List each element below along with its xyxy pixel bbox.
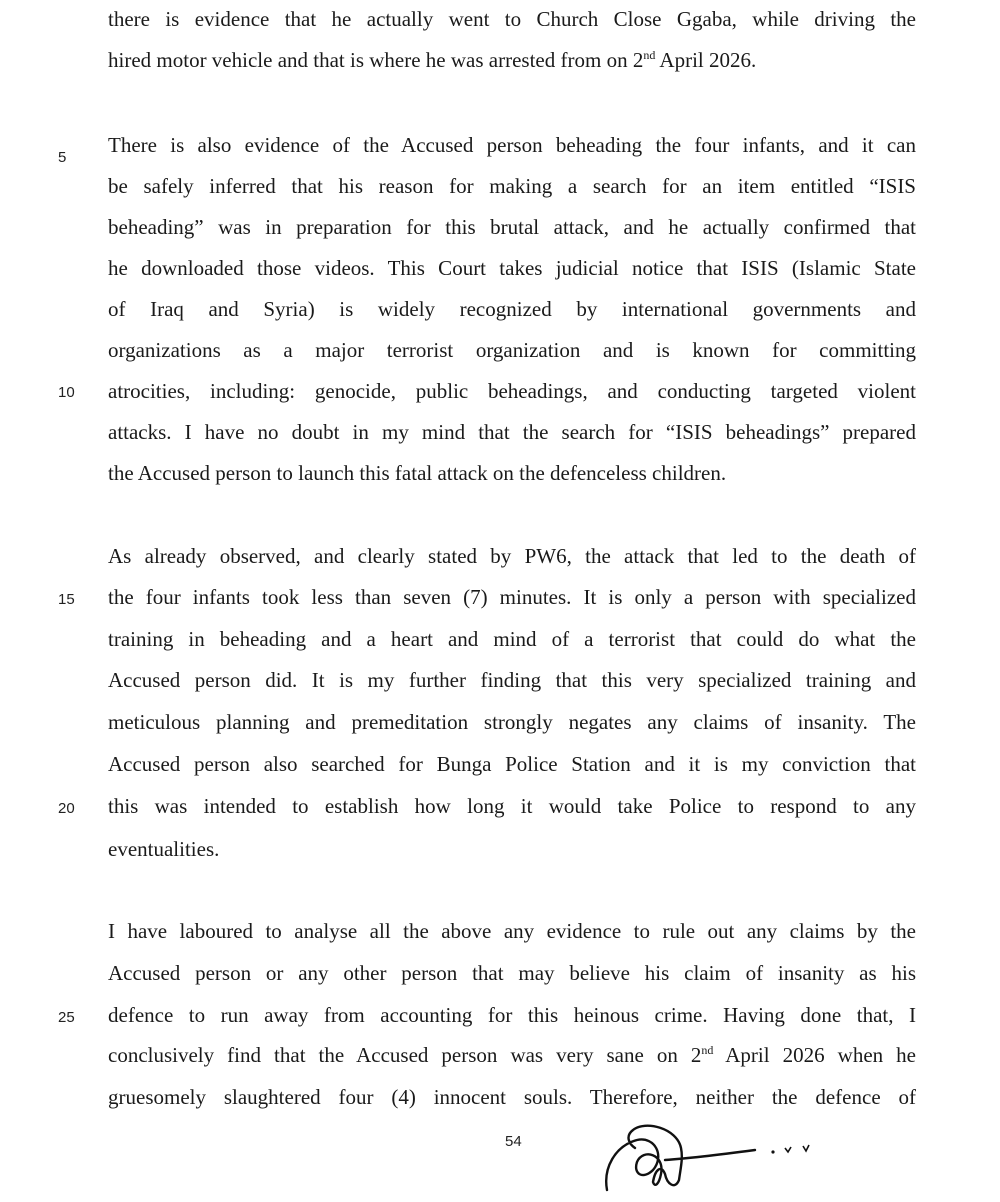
paragraph-4-line: conclusively find that the Accused person was very sane on 2nd April 2026 when he	[108, 1043, 916, 1067]
paragraph-3-line: training in beheading and a heart and mind of a terrorist that could do what the	[108, 627, 916, 651]
paragraph-4-line: Accused person or any other person that may believe his claim of insanity as his	[108, 961, 916, 985]
paragraph-3-line: the four infants took less than seven (7) minutes. It is only a person with specialized	[108, 585, 916, 609]
paragraph-3-line: this was intended to establish how long it would take Police to respond to any	[108, 794, 916, 818]
paragraph-2-line: There is also evidence of the Accused person beheading the four infants, and it can	[108, 133, 916, 157]
paragraph-1-line: hired motor vehicle and that is where he was arrested from on 2nd April 2026.	[108, 48, 757, 72]
paragraph-3-line: Accused person also searched for Bunga Police Station and it is my conviction that	[108, 752, 916, 776]
line-number: 10	[58, 384, 75, 401]
ordinal-suffix: nd	[701, 1043, 714, 1057]
paragraph-3-line: Accused person did. It is my further finding that this very specialized training and	[108, 668, 916, 692]
paragraph-2-line: attacks. I have no doubt in my mind that the search for “ISIS beheadings” prepared	[108, 420, 916, 444]
paragraph-2-line: of Iraq and Syria) is widely recognized by international governments and	[108, 297, 916, 321]
line-number: 20	[58, 800, 75, 817]
paragraph-2-line: he downloaded those videos. This Court takes judicial notice that ISIS (Islamic State	[108, 256, 916, 280]
paragraph-2-line: organizations as a major terrorist organization and is known for committing	[108, 338, 916, 362]
paragraph-3-line: meticulous planning and premeditation strongly negates any claims of insanity. The	[108, 710, 916, 734]
paragraph-4-line: gruesomely slaughtered four (4) innocent souls. Therefore, neither the defence of	[108, 1085, 916, 1109]
paragraph-2-line: atrocities, including: genocide, public beheadings, and conducting targeted violent	[108, 379, 916, 403]
paragraph-2-line: beheading” was in preparation for this brutal attack, and he actually confirmed that	[108, 215, 916, 239]
page-number: 54	[505, 1133, 522, 1150]
paragraph-4-line: I have laboured to analyse all the above any evidence to rule out any claims by the	[108, 919, 916, 943]
paragraph-3-line: eventualities.	[108, 837, 220, 861]
paragraph-4-line: defence to run away from accounting for this heinous crime. Having done that, I	[108, 1003, 916, 1027]
line-number: 5	[58, 149, 67, 166]
paragraph-1-line: there is evidence that he actually went to Church Close Ggaba, while driving the	[108, 7, 916, 31]
paragraph-3-line: As already observed, and clearly stated by PW6, the attack that led to the death of	[108, 544, 916, 568]
paragraph-2-line: the Accused person to launch this fatal attack on the defenceless children.	[108, 461, 727, 485]
line-number: 15	[58, 591, 75, 608]
line-number: 25	[58, 1009, 75, 1026]
ordinal-suffix: nd	[643, 48, 656, 62]
paragraph-2-line: be safely inferred that his reason for making a search for an item entitled “ISIS	[108, 174, 916, 198]
signature-icon	[595, 1118, 835, 1198]
